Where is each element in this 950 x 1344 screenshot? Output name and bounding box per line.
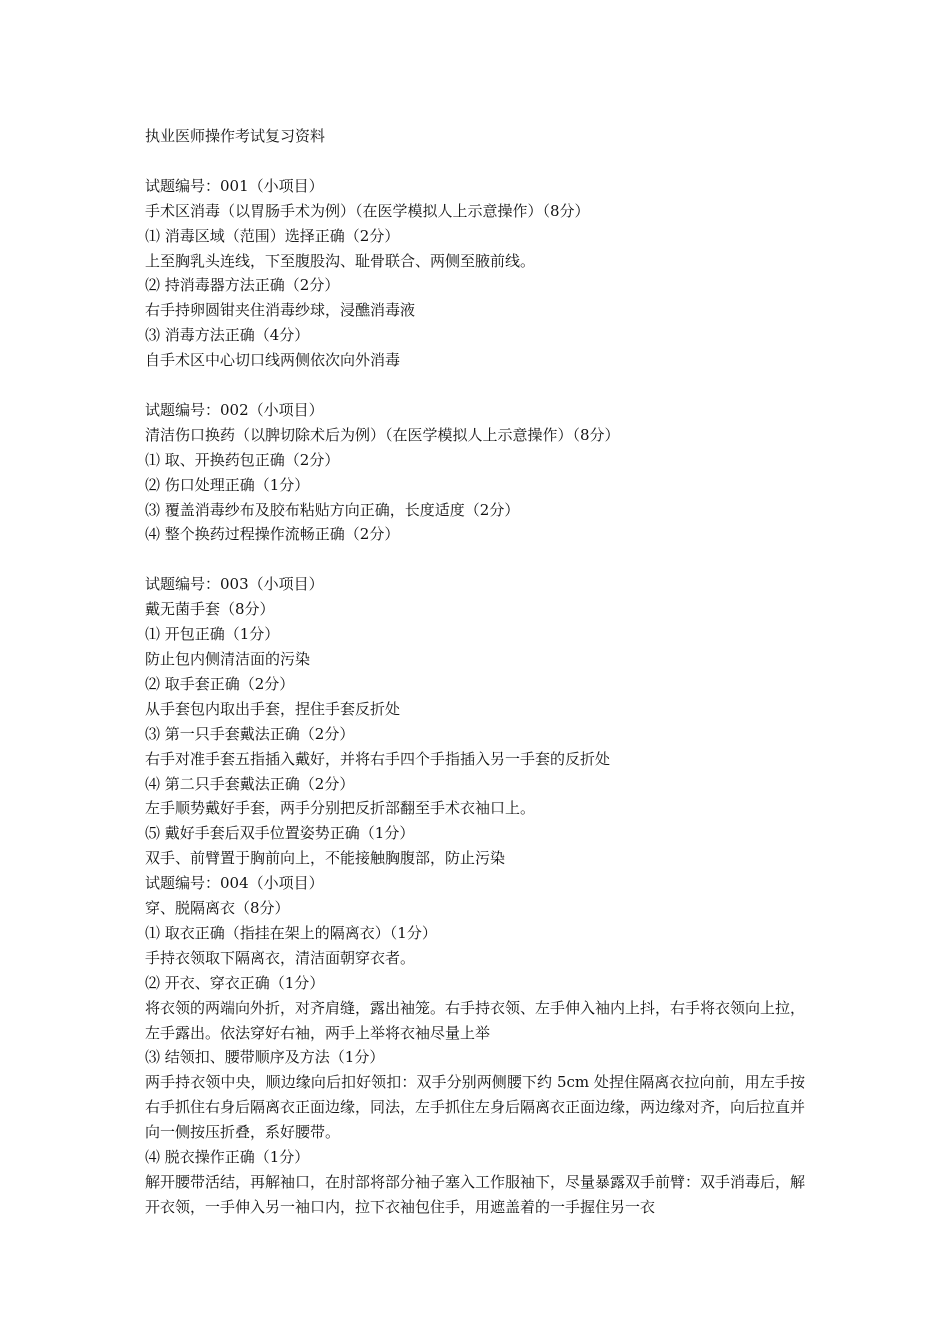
criterion-line: ⑶ 结领扣、腰带顺序及方法（1分）: [145, 1048, 385, 1067]
section-heading: 试题编号：001（小项目）: [145, 176, 324, 195]
section-heading: 试题编号：003（小项目）: [145, 575, 324, 594]
section-subtitle: 穿、脱隔离衣（8分）: [145, 899, 290, 918]
section-heading: 试题编号：002（小项目）: [145, 400, 324, 419]
document-title: 执业医师操作考试复习资料: [145, 127, 326, 145]
criterion-line: ⑴ 取、开换药包正确（2分）: [145, 450, 340, 469]
section-subtitle: 清洁伤口换药（以脾切除术后为例）（在医学模拟人上示意操作）（8分）: [145, 425, 620, 444]
blank-line: [145, 547, 805, 572]
criterion-line: ⑵ 开衣、穿衣正确（1分）: [145, 973, 325, 992]
detail-line: 左手顺势戴好手套，两手分别把反折部翻至手术衣袖口上。: [145, 799, 536, 818]
criterion-line: ⑶ 覆盖消毒纱布及胶布粘贴方向正确，长度适度（2分）: [145, 500, 520, 519]
criterion-line: ⑴ 取衣正确（指挂在架上的隔离衣）（1分）: [145, 923, 437, 942]
criterion-line: ⑷ 脱衣操作正确（1分）: [145, 1148, 310, 1167]
detail-paragraph: 将衣领的两端向外折，对齐肩缝，露出袖笼。右手持衣领、左手伸入袖内上抖，右手将衣领向上拉，左手露出。依法穿好右袖，两手上举将衣袖尽量上举: [145, 998, 806, 1042]
detail-paragraph: 两手持衣领中央，顺边缘向后扣好领扣：双手分别两侧腰下约 5cm 处捏住隔离衣拉向前，用左手按右手抓住右身后隔离衣正面边缘，同法，左手抓住左身后隔离衣正面边缘，两边缘对齐，向后拉直并向一侧按压折叠，系好腰带。: [145, 1073, 806, 1142]
detail-line: 双手、前臂置于胸前向上，不能接触胸腹部，防止污染: [145, 849, 506, 868]
blank-line: [145, 149, 805, 174]
criterion-line: ⑶ 第一只手套戴法正确（2分）: [145, 724, 355, 743]
detail-line: 右手对准手套五指插入戴好，并将右手四个手指插入另一手套的反折处: [145, 749, 611, 768]
criterion-line: ⑸ 戴好手套后双手位置姿势正确（1分）: [145, 824, 415, 843]
detail-line: 自手术区中心切口线两侧依次向外消毒: [145, 351, 401, 370]
criterion-line: ⑵ 取手套正确（2分）: [145, 674, 295, 693]
criterion-line: ⑷ 第二只手套戴法正确（2分）: [145, 774, 355, 793]
detail-line: 手持衣领取下隔离衣，清洁面朝穿衣者。: [145, 948, 416, 967]
detail-line: 从手套包内取出手套，捏住手套反折处: [145, 699, 401, 718]
section-subtitle: 戴无菌手套（8分）: [145, 600, 275, 619]
section-heading: 试题编号：004（小项目）: [145, 874, 324, 893]
criterion-line: ⑶ 消毒方法正确（4分）: [145, 326, 310, 345]
criterion-line: ⑴ 开包正确（1分）: [145, 625, 280, 644]
section-subtitle: 手术区消毒（以胃肠手术为例）（在医学模拟人上示意操作）（8分）: [145, 201, 590, 220]
criterion-line: ⑷ 整个换药过程操作流畅正确（2分）: [145, 525, 400, 544]
criterion-line: ⑵ 伤口处理正确（1分）: [145, 475, 310, 494]
detail-line: 上至胸乳头连线，下至腹股沟、耻骨联合、两侧至腋前线。: [145, 251, 536, 270]
blank-line: [145, 373, 805, 398]
detail-line: 防止包内侧清洁面的污染: [145, 649, 311, 668]
detail-line: 右手持卵圆钳夹住消毒纱球，浸醮消毒液: [145, 301, 416, 320]
document-body: [145, 124, 805, 1220]
criterion-line: ⑴ 消毒区域（范围）选择正确（2分）: [145, 226, 400, 245]
criterion-line: ⑵ 持消毒器方法正确（2分）: [145, 276, 340, 295]
detail-paragraph: 解开腰带活结，再解袖口，在肘部将部分袖子塞入工作服袖下，尽量暴露双手前臂：双手消毒后，解开衣领，一手伸入另一袖口内，拉下衣袖包住手，用遮盖着的一手握住另一衣: [145, 1173, 806, 1216]
